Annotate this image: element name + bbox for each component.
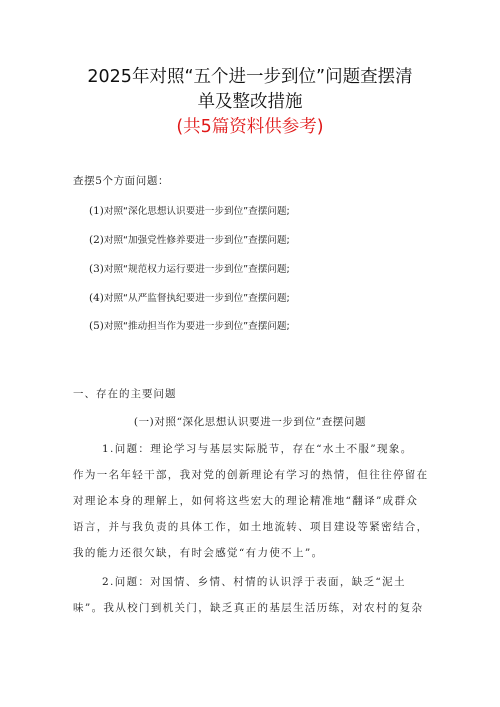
list-item-number: (4): [89, 292, 104, 304]
list-item-number: (5): [89, 320, 104, 332]
paragraph-line: 味”。我从校门到机关门，缺乏真正的基层生活历练，对农村的复杂: [73, 602, 424, 614]
paragraph-line: 我的能力还很欠缺，有时会感觉“有力使不上”。: [73, 547, 324, 559]
document-title-line-1: 2025年对照“五个进一步到位”问题查摆清: [87, 67, 413, 87]
paragraph-line: 语言，并与我负责的具体工作，如土地流转、项目建设等紧密结合，: [73, 521, 429, 533]
paragraph-line: 作为一名年轻干部，我对党的创新理论有学习的热情，但往往停留在: [73, 469, 429, 481]
list-item-number: (2): [89, 234, 104, 246]
list-item: [89, 290, 290, 304]
section-heading: 一、存在的主要问题: [73, 388, 177, 400]
document-subtitle: (共5篇资料供参考): [176, 117, 324, 137]
paragraph-line: 对理论本身的理解上，如何将这些宏大的理论精准地“翻译”成群众: [73, 495, 419, 507]
list-item-text: 对照“规范权力运行要进一步到位”查摆问题;: [103, 264, 290, 275]
list-item-text: 对照“推动担当作为要进一步到位”查摆问题;: [103, 321, 290, 332]
list-item: [89, 232, 290, 246]
paragraph-line: 1.问题：理论学习与基层实际脱节，存在“水土不服”现象。: [102, 443, 413, 455]
list-item-text: 对照“加强党性修养要进一步到位”查摆问题;: [103, 235, 290, 246]
list-item-number: (3): [89, 263, 104, 275]
intro-text: 查摆5个方面问题：: [73, 175, 170, 187]
document-title-line-2: 单及整改措施: [197, 92, 303, 112]
list-item-number: (1): [89, 205, 104, 217]
paragraph-line: 2.问题：对国情、乡情、村情的认识浮于表面，缺乏“泥土: [102, 576, 406, 588]
subsection-heading: (一)对照“深化思想认识要进一步到位”查摆问题: [133, 416, 367, 428]
list-item-text: 对照“从严监督执纪要进一步到位”查摆问题;: [103, 293, 290, 304]
list-item: [89, 261, 290, 275]
list-item-text: 对照“深化思想认识要进一步到位”查摆问题;: [103, 206, 290, 217]
list-item: [89, 318, 290, 332]
list-item: [89, 203, 290, 217]
